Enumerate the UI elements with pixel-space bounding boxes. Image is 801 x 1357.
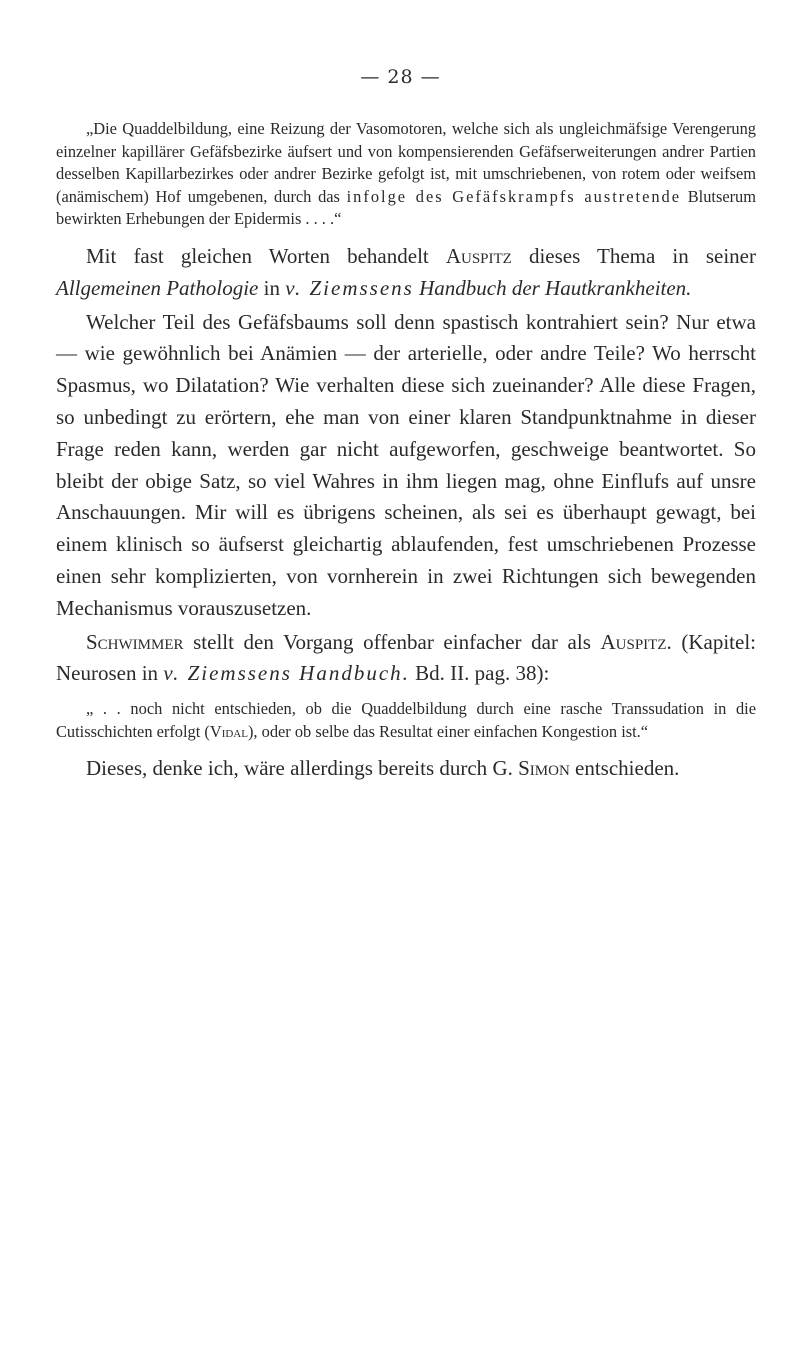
- quote-text: ), oder ob selbe das Resultat einer einfachen Kongestion ist.“: [247, 721, 649, 741]
- body-text: in: [258, 275, 286, 300]
- paragraph-auspitz: [56, 241, 756, 305]
- work-title: Allgemeinen Pathologie: [56, 275, 259, 300]
- block-quote-schwimmer: [56, 698, 756, 743]
- editor-name: v. Ziemssens: [285, 275, 414, 300]
- body-text: Bd. II. pag. 38):: [409, 661, 550, 686]
- work-title: Handbuch der Hautkrankheiten.: [419, 275, 692, 300]
- author-name: G. Simon: [492, 756, 570, 781]
- author-name: Auspitz: [445, 243, 512, 268]
- author-name: Auspitz: [600, 629, 667, 654]
- paragraph-conclusion: [56, 753, 756, 785]
- paragraph-schwimmer: [56, 627, 756, 691]
- quote-text: Blutserum bewirkten Erhebungen der Epidermis . . . .“: [56, 186, 757, 229]
- body-text: stellt den Vorgang offenbar einfacher dar als: [183, 629, 601, 654]
- body-text: entschieden.: [569, 756, 680, 781]
- editor-name: v. Ziemssens Handbuch.: [163, 661, 410, 686]
- quote-text: „Die Quaddelbildung, eine Reizung der Vasomotoren, welche sich als ungleichmäfsige Verengerung einzelner kapillärer Gefäfsbezirke äufsert und von kompensierenden Gefäfserweiterungen andrer Partien desselben Kapillarbezirkes oder andrer Bezirke gefolgt ist, mit umschriebenen, von rotem oder weifsem (anämischem) Hof umgebenen, durch das: [56, 119, 756, 206]
- spaced-emphasis: infolge des Gefäfskrampfs austretende: [346, 186, 682, 206]
- author-name: Schwimmer: [86, 629, 184, 654]
- paragraph-questions: Welcher Teil des Gefäfsbaums soll denn spastisch kontrahiert sein? Nur etwa — wie gewöhnlich bei Anämien — der arterielle, oder andre Teile? Wo herrscht Spasmus, wo Dilatation? Wie verhalten diese sich zueinander? Alle diese Fragen, so unbedingt zu erörtern, ehe man von einer klaren Standpunktnahme in dieser Frage reden kann, werden gar nicht aufgeworfen, geschweige beantwortet. So bleibt der obige Satz, so viel Wahres in ihm liegen mag, ohne Einflufs auf unsre Anschauungen. Mir will es übrigens scheinen, als sei es überhaupt gewagt, bei einem klinisch so äufserst gleichartig ablaufenden, fest umschriebenen Prozesse einen sehr komplizierten, von vornherein in zwei Richtungen sich bewegenden Mechanismus vorauszusetzen.: [56, 309, 756, 620]
- quote-text: „ . . noch nicht entschieden, ob die Quaddelbildung durch eine rasche Transsudation in die Cutisschichten erfolgt (: [56, 699, 756, 741]
- body-text: . (Kapitel: Neurosen in: [56, 629, 757, 686]
- page-body: [56, 118, 756, 785]
- body-text: Mit fast gleichen Worten behandelt: [86, 243, 446, 268]
- body-text: Dieses, denke ich, wäre allerdings bereits durch: [86, 756, 493, 781]
- block-quote-auspitz: [56, 118, 756, 231]
- author-name: Vidal: [209, 721, 248, 741]
- body-text: dieses Thema in seiner: [511, 243, 756, 268]
- page-number: — 28 —: [360, 66, 441, 88]
